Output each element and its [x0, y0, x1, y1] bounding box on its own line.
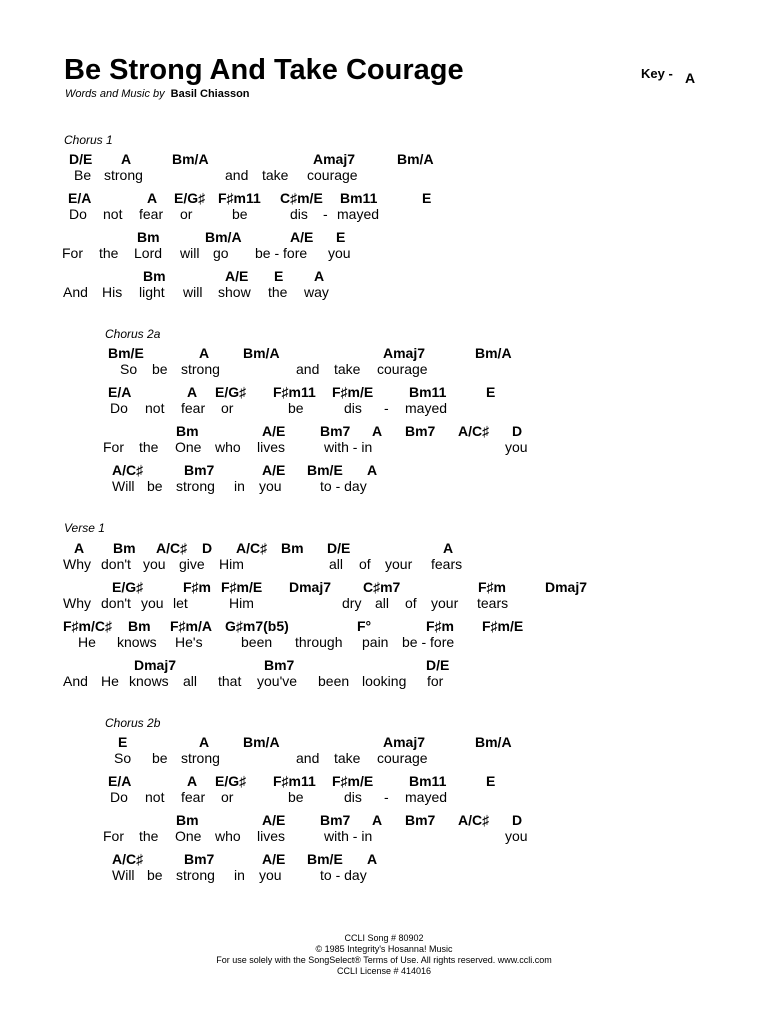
- chord: F♯m11: [218, 190, 261, 206]
- lyric-word: you: [328, 245, 351, 261]
- chord: A/E: [262, 423, 286, 439]
- song-key: [641, 66, 696, 86]
- chord: Bm7: [405, 423, 436, 439]
- chord: F♯m/E: [482, 618, 524, 634]
- chord: A/E: [290, 229, 314, 245]
- footer: [0, 933, 768, 977]
- lyric-word: So: [114, 750, 132, 766]
- lyric-word: you: [505, 828, 528, 844]
- lyric-word: not: [103, 206, 123, 222]
- chord: A: [367, 462, 378, 478]
- key-label: Key -: [641, 66, 673, 81]
- lyric-word: dry: [342, 595, 362, 611]
- lyric-word: lives: [257, 828, 286, 844]
- lyric-word: don't: [101, 556, 131, 572]
- chord: A: [367, 851, 378, 867]
- lyric-word: your: [385, 556, 413, 572]
- lyric-word: let: [173, 595, 188, 611]
- lyric-word: the: [139, 439, 159, 455]
- chord: Bm/A: [243, 734, 280, 750]
- chord: D: [512, 812, 523, 828]
- chord: A/C♯: [458, 812, 490, 828]
- chord: F♯m: [478, 579, 506, 595]
- chord: A/E: [262, 812, 286, 828]
- lyric-word: for: [427, 673, 444, 689]
- lyric-word: or: [180, 206, 193, 222]
- lyric-word: One: [175, 828, 202, 844]
- lyric-word: looking: [362, 673, 407, 689]
- song-title: Be Strong And Take Courage: [64, 54, 464, 86]
- lyric-word: go: [213, 245, 229, 261]
- lyric-word: Him: [229, 595, 254, 611]
- lyric-word: or: [221, 400, 234, 416]
- chord: Bm11: [409, 384, 447, 400]
- lyric-word: all: [375, 595, 390, 611]
- chord: A: [443, 540, 454, 556]
- lyric-word: or: [221, 789, 234, 805]
- lyric-word: you: [141, 595, 164, 611]
- chord: D/E: [426, 657, 450, 673]
- lyric-word: take: [334, 361, 361, 377]
- chord: E/A: [108, 773, 132, 789]
- chord: Bm: [176, 812, 199, 828]
- lyric-word: Be: [74, 167, 92, 183]
- lyric-word: your: [431, 595, 459, 611]
- chord: A: [187, 773, 198, 789]
- chord: E/A: [68, 190, 92, 206]
- lyric-word: take: [334, 750, 361, 766]
- chord: A/C♯: [458, 423, 490, 439]
- lyric-word: And: [63, 284, 88, 300]
- chord: Bm/A: [205, 229, 242, 245]
- lyric-word: with - in: [324, 439, 373, 455]
- lyric-word: the: [139, 828, 159, 844]
- chord: E: [486, 384, 496, 400]
- chord: A/C♯: [156, 540, 188, 556]
- lyric-word: be: [152, 361, 168, 377]
- lyric-word: all: [329, 556, 344, 572]
- chord: A: [187, 384, 198, 400]
- lyric-word: in: [234, 478, 245, 494]
- chord: E: [336, 229, 346, 245]
- chord: E/A: [108, 384, 132, 400]
- chord: A/E: [262, 462, 286, 478]
- chord: Bm7: [405, 812, 436, 828]
- chord: Amaj7: [383, 734, 426, 750]
- lyric-word: Do: [110, 789, 128, 805]
- lyric-word: be: [288, 400, 304, 416]
- chord: A: [121, 151, 132, 167]
- chord: Bm: [128, 618, 151, 634]
- lyric-word: and: [225, 167, 249, 183]
- lyric-word: you: [259, 867, 282, 883]
- lyric-word: give: [179, 556, 205, 572]
- lyric-word: you: [259, 478, 282, 494]
- lyric-word: and: [296, 750, 320, 766]
- chord: A/C♯: [236, 540, 268, 556]
- lyric-word: show: [218, 284, 251, 300]
- lyric-word: -: [384, 400, 389, 416]
- chord: E: [486, 773, 496, 789]
- chord: Bm: [281, 540, 304, 556]
- chord: E/G♯: [215, 773, 247, 789]
- chord: Bm/A: [475, 734, 512, 750]
- lyric-word: mayed: [405, 789, 448, 805]
- chord: Bm: [176, 423, 199, 439]
- section-label: Verse 1: [64, 521, 105, 535]
- chord: F♯m/E: [332, 773, 374, 789]
- lyric-word: all: [183, 673, 198, 689]
- lyric-word: He's: [175, 634, 203, 650]
- section-label: Chorus 2a: [105, 327, 161, 341]
- lyric-word: you: [505, 439, 528, 455]
- lyric-word: Him: [219, 556, 244, 572]
- lyric-word: courage: [307, 167, 358, 183]
- lyric-word: you've: [257, 673, 298, 689]
- lyric-word: mayed: [405, 400, 448, 416]
- chord: A: [74, 540, 85, 556]
- lyric-word: in: [234, 867, 245, 883]
- chord: E: [274, 268, 284, 284]
- lyric-word: be - fore: [255, 245, 308, 261]
- chord: A: [199, 734, 210, 750]
- chord: Dmaj7: [289, 579, 332, 595]
- chord: E: [422, 190, 432, 206]
- lyric-word: of: [359, 556, 371, 572]
- lyric-word: to - day: [320, 478, 367, 494]
- chord: D/E: [327, 540, 351, 556]
- chord: F♯m11: [273, 384, 316, 400]
- lyric-word: courage: [377, 750, 428, 766]
- lyric-word: strong: [181, 361, 220, 377]
- lyric-word: strong: [176, 478, 215, 494]
- chord: A/E: [262, 851, 286, 867]
- chord: F♯m: [183, 579, 211, 595]
- lyric-word: be - fore: [402, 634, 455, 650]
- chord: Bm/A: [172, 151, 209, 167]
- chord: E/G♯: [174, 190, 206, 206]
- chord: Bm/E: [108, 345, 144, 361]
- chord: Bm/E: [307, 462, 343, 478]
- chord: Bm11: [409, 773, 447, 789]
- chord: A: [199, 345, 210, 361]
- chord: Amaj7: [313, 151, 356, 167]
- lyric-word: Will: [112, 867, 135, 883]
- lyric-word: to - day: [320, 867, 367, 883]
- author-name: Basil Chiasson: [170, 88, 250, 100]
- lyric-word: For: [103, 439, 124, 455]
- byline-label: Words and Music by: [65, 88, 165, 100]
- lyric-word: the: [99, 245, 119, 261]
- chord: Bm7: [184, 462, 215, 478]
- chord: Bm/A: [243, 345, 280, 361]
- chord: A: [372, 423, 383, 439]
- chord: Bm: [143, 268, 166, 284]
- copyright: © 1985 Integrity's Hosanna! Music: [315, 944, 453, 954]
- lyric-word: One: [175, 439, 202, 455]
- key-value: A: [685, 70, 696, 86]
- lyric-word: that: [218, 673, 242, 689]
- chord: Dmaj7: [545, 579, 588, 595]
- chord: E/G♯: [215, 384, 247, 400]
- chord: Bm/A: [397, 151, 434, 167]
- chord: A/E: [225, 268, 249, 284]
- lyric-word: tears: [477, 595, 509, 611]
- chord: E/G♯: [112, 579, 144, 595]
- chord: Bm11: [340, 190, 378, 206]
- lyric-word: light: [139, 284, 165, 300]
- chord: G♯m7(b5): [225, 618, 289, 634]
- lyric-word: Why: [63, 595, 91, 611]
- lyric-word: For: [103, 828, 124, 844]
- lyric-word: be: [152, 750, 168, 766]
- chord: A: [314, 268, 325, 284]
- chord: Bm7: [184, 851, 215, 867]
- lyric-word: Will: [112, 478, 135, 494]
- chord: F♯m/C♯: [63, 618, 112, 634]
- chord: Bm: [137, 229, 160, 245]
- chord: F♯m11: [273, 773, 316, 789]
- lyric-word: strong: [104, 167, 143, 183]
- lyric-word: -: [323, 206, 328, 222]
- chord: Amaj7: [383, 345, 426, 361]
- lyric-word: the: [268, 284, 288, 300]
- lyric-word: strong: [176, 867, 215, 883]
- chord: A/C♯: [112, 462, 144, 478]
- lyric-word: knows: [129, 673, 169, 689]
- lyric-word: Do: [110, 400, 128, 416]
- chord: F♯m/E: [332, 384, 374, 400]
- lyric-word: Lord: [134, 245, 163, 261]
- chord: A: [147, 190, 158, 206]
- chord: C♯m7: [363, 579, 401, 595]
- lyric-word: who: [215, 439, 241, 455]
- lyric-word: of: [405, 595, 417, 611]
- lyric-word: been: [241, 634, 273, 650]
- lyric-word: lives: [257, 439, 286, 455]
- lyric-word: Do: [69, 206, 87, 222]
- chord: E: [118, 734, 128, 750]
- lyric-word: through: [295, 634, 343, 650]
- chord: F♯m/E: [221, 579, 263, 595]
- lyric-word: be: [288, 789, 304, 805]
- chord: Dmaj7: [134, 657, 177, 673]
- lyric-word: dis: [290, 206, 308, 222]
- lyric-word: dis: [344, 789, 362, 805]
- lyric-word: strong: [181, 750, 220, 766]
- lyric-word: not: [145, 789, 165, 805]
- lyric-word: mayed: [337, 206, 380, 222]
- lyric-word: who: [215, 828, 241, 844]
- chord: A: [372, 812, 383, 828]
- lyric-word: be: [147, 867, 163, 883]
- lyric-word: fears: [431, 556, 463, 572]
- lyric-word: and: [296, 361, 320, 377]
- lyric-word: pain: [362, 634, 389, 650]
- chord: D: [512, 423, 523, 439]
- chord: Bm/E: [307, 851, 343, 867]
- lyric-word: Why: [63, 556, 91, 572]
- section-label: Chorus 2b: [105, 716, 161, 730]
- lyric-word: with - in: [324, 828, 373, 844]
- chord: Bm7: [320, 812, 351, 828]
- lyric-word: knows: [117, 634, 157, 650]
- lyric-word: His: [102, 284, 123, 300]
- chord: D/E: [69, 151, 93, 167]
- lyric-word: been: [318, 673, 350, 689]
- ccli-license: CCLI License # 414016: [336, 966, 432, 976]
- chord: D: [202, 540, 213, 556]
- lyric-word: fear: [181, 789, 206, 805]
- lyric-word: not: [145, 400, 165, 416]
- terms-of-use: For use solely with the SongSelect® Terms of Use. All rights reserved. www.ccli.com: [216, 955, 552, 965]
- lyric-word: And: [63, 673, 88, 689]
- lyric-word: way: [304, 284, 329, 300]
- lyric-word: will: [183, 284, 203, 300]
- chord: Bm/A: [475, 345, 512, 361]
- chord: F°: [357, 618, 372, 634]
- lyric-word: take: [262, 167, 289, 183]
- lyric-word: For: [62, 245, 83, 261]
- lyric-word: fear: [181, 400, 206, 416]
- lyric-word: be: [147, 478, 163, 494]
- lyric-word: fear: [139, 206, 164, 222]
- lyric-word: you: [143, 556, 166, 572]
- lyric-word: He: [101, 673, 119, 689]
- chord: Bm7: [320, 423, 351, 439]
- lyric-word: dis: [344, 400, 362, 416]
- chord: Bm7: [264, 657, 295, 673]
- lyric-word: will: [180, 245, 200, 261]
- lyric-word: -: [384, 789, 389, 805]
- lyric-word: don't: [101, 595, 131, 611]
- section-label: Chorus 1: [64, 133, 113, 147]
- lyric-word: courage: [377, 361, 428, 377]
- chord: F♯m/A: [170, 618, 212, 634]
- ccli-song-number: CCLI Song # 80902: [344, 933, 424, 943]
- lyric-word: So: [120, 361, 138, 377]
- lyric-word: He: [78, 634, 96, 650]
- lyric-word: be: [232, 206, 248, 222]
- chord: C♯m/E: [280, 190, 323, 206]
- chord: F♯m: [426, 618, 454, 634]
- byline: [65, 88, 250, 100]
- chord: A/C♯: [112, 851, 144, 867]
- chord: Bm: [113, 540, 136, 556]
